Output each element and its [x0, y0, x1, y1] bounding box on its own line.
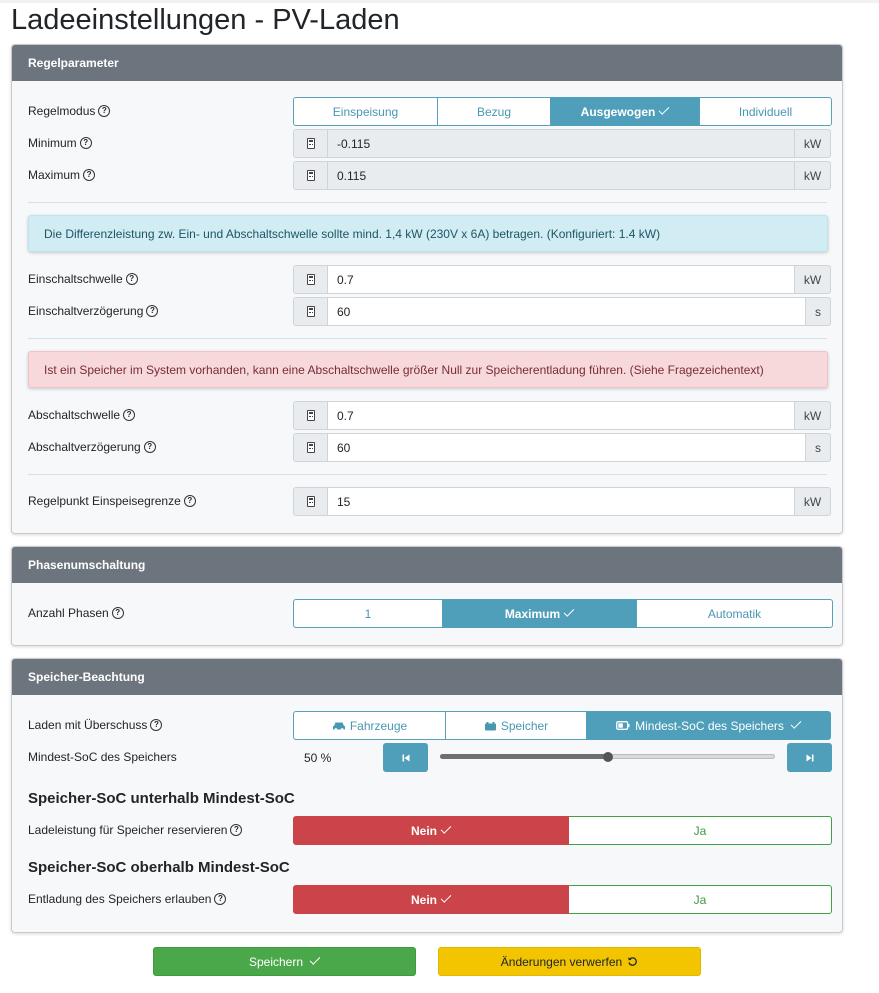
- soc-slider-thumb[interactable]: [603, 752, 613, 762]
- mindest-soc-label: Mindest-SoC des Speichers: [28, 750, 177, 764]
- help-icon[interactable]: ?: [214, 893, 226, 905]
- regelmodus-individuell[interactable]: [699, 97, 832, 126]
- regelmodus-individuell-label: Individuell: [738, 104, 793, 119]
- minimum-label: [28, 135, 92, 151]
- entladung-ja[interactable]: [569, 885, 832, 914]
- einschaltschwelle-field[interactable]: 0.7: [328, 265, 795, 294]
- calculator-icon-button[interactable]: [293, 487, 328, 516]
- help-icon[interactable]: ?: [230, 824, 242, 836]
- laden-fahrzeuge-label: Fahrzeuge: [349, 718, 408, 733]
- save-button-label: Speichern: [248, 954, 304, 969]
- einschaltverz-field[interactable]: 60: [328, 297, 806, 326]
- einschaltschwelle-unit: kW: [795, 265, 831, 294]
- page-title: Ladeeinstellungen - PV-Laden: [11, 4, 400, 36]
- regelmodus-einspeisung[interactable]: [293, 97, 438, 126]
- calculator-icon: [307, 170, 315, 181]
- calculator-icon-button[interactable]: [293, 265, 328, 294]
- regelmodus-einspeisung-label: Einspeisung: [332, 104, 399, 119]
- battery-half-icon: [616, 721, 630, 730]
- speicher-header: Speicher-Beachtung: [12, 659, 842, 695]
- soc-slider-fill: [440, 754, 608, 759]
- regelparameter-header: Regelparameter: [12, 45, 842, 81]
- maximum-label: [28, 167, 95, 183]
- einschaltverz-label: [28, 303, 158, 319]
- check-icon: [441, 892, 452, 903]
- calculator-icon: [307, 138, 315, 149]
- einschaltschwelle-label: [28, 271, 138, 287]
- regelmodus-group: [293, 97, 832, 126]
- maximum-unit: kW: [795, 161, 831, 190]
- calculator-icon: [307, 496, 315, 507]
- regelmodus-bezug[interactable]: [437, 97, 551, 126]
- abschaltverz-field[interactable]: 60: [328, 433, 806, 462]
- regelparameter-card: [11, 44, 843, 534]
- einschaltschwelle-input-group: [293, 265, 831, 294]
- minimum-input-group: [293, 129, 831, 158]
- entladung-label-text: Entladung des Speichers erlauben: [28, 892, 212, 906]
- maximum-field: 0.115: [328, 161, 795, 190]
- entladung-ja-label: Ja: [693, 892, 707, 907]
- anzahl-phasen-label-text: Anzahl Phasen: [28, 606, 109, 620]
- calculator-icon-button[interactable]: [293, 161, 328, 190]
- calculator-icon-button[interactable]: [293, 129, 328, 158]
- regelmodus-ausgewogen[interactable]: [550, 97, 700, 126]
- einschaltverz-input-group: [293, 297, 831, 326]
- help-icon[interactable]: ?: [112, 607, 124, 619]
- check-icon: [310, 954, 321, 965]
- info-alert: Die Differenzleistung zw. Ein- und Abschaltschwelle sollte mind. 1,4 kW (230V x 6A) betragen. (Konfiguriert: 1.4 kW): [28, 215, 828, 252]
- laden-fahrzeuge[interactable]: [293, 711, 446, 740]
- regelmodus-ausgewogen-label: Ausgewogen: [580, 104, 656, 119]
- phasenumschaltung-card: [11, 546, 843, 646]
- phasen-maximum[interactable]: [442, 599, 637, 628]
- maximum-input-group: [293, 161, 831, 190]
- regelmodus-bezug-label: Bezug: [476, 104, 512, 119]
- einschaltverz-label-text: Einschaltverzögerung: [28, 304, 144, 318]
- regelpunkt-field[interactable]: 15: [328, 487, 795, 516]
- phasen-maximum-label: Maximum: [504, 606, 561, 621]
- divider: [28, 338, 827, 339]
- help-icon[interactable]: ?: [146, 305, 158, 317]
- regelpunkt-label-text: Regelpunkt Einspeisegrenze: [28, 494, 181, 508]
- reservieren-label-text: Ladeleistung für Speicher reservieren: [28, 823, 228, 837]
- warning-alert: Ist ein Speicher im System vorhanden, kann eine Abschaltschwelle größer Null zur Speicherentladung führen. (Siehe Fragezeichentext): [28, 351, 828, 388]
- phasen-automatik[interactable]: [636, 599, 833, 628]
- discard-button[interactable]: [438, 947, 701, 976]
- einschaltverz-unit: s: [806, 297, 831, 326]
- calculator-icon: [307, 410, 315, 421]
- help-icon[interactable]: ?: [126, 273, 138, 285]
- calculator-icon: [307, 306, 315, 317]
- phasen-1[interactable]: [293, 599, 443, 628]
- einschaltschwelle-label-text: Einschaltschwelle: [28, 272, 123, 286]
- mindest-soc-value: 50 %: [304, 751, 332, 765]
- reservieren-label: [28, 822, 242, 838]
- laden-mindest-soc[interactable]: [586, 711, 831, 740]
- abschaltverz-label-text: Abschaltverzögerung: [28, 440, 141, 454]
- help-icon[interactable]: ?: [83, 169, 95, 181]
- divider: [28, 202, 827, 203]
- reservieren-nein[interactable]: [293, 816, 569, 845]
- undo-icon: [627, 956, 638, 967]
- calculator-icon-button[interactable]: [293, 401, 328, 430]
- maximum-label-text: Maximum: [28, 168, 81, 182]
- speicher-card: [11, 658, 843, 933]
- regelmodus-label-text: Regelmodus: [28, 104, 96, 118]
- phasenumschaltung-header: Phasenumschaltung: [12, 547, 842, 583]
- soc-increase-button[interactable]: [787, 743, 832, 772]
- abschaltverz-label: [28, 439, 156, 455]
- phasen-automatik-label: Automatik: [707, 606, 762, 621]
- car-icon: [332, 721, 346, 731]
- phasen-group: [293, 599, 833, 628]
- divider: [28, 474, 827, 475]
- discard-button-label: Änderungen verwerfen: [500, 954, 623, 969]
- regelmodus-label: [28, 103, 110, 119]
- entladung-label: [28, 891, 226, 907]
- step-forward-icon: [805, 753, 815, 763]
- reservieren-nein-label: Nein: [410, 823, 437, 838]
- abschaltschwelle-unit: kW: [795, 401, 831, 430]
- regelpunkt-input-group: [293, 487, 831, 516]
- minimum-unit: kW: [795, 129, 831, 158]
- car-battery-icon: [484, 721, 497, 731]
- laden-mindest-soc-label: Mindest-SoC des Speichers: [635, 718, 784, 733]
- entladung-nein[interactable]: [293, 885, 569, 914]
- laden-ueberschuss-label-text: Laden mit Überschuss: [28, 718, 148, 732]
- entladung-toggle: [293, 885, 832, 914]
- laden-speicher[interactable]: [445, 711, 587, 740]
- laden-ueberschuss-label: [28, 717, 162, 733]
- calculator-icon-button[interactable]: [293, 433, 328, 462]
- laden-speicher-label: Speicher: [500, 718, 549, 733]
- check-icon: [564, 606, 575, 617]
- minimum-field: -0.115: [328, 129, 795, 158]
- abschaltverz-input-group: [293, 433, 831, 462]
- help-icon[interactable]: ?: [98, 105, 110, 117]
- check-icon: [659, 104, 670, 115]
- abschaltschwelle-label: [28, 407, 135, 423]
- abschaltschwelle-label-text: Abschaltschwelle: [28, 408, 121, 422]
- unterhalb-heading: Speicher-SoC unterhalb Mindest-SoC: [28, 790, 295, 807]
- check-icon: [441, 823, 452, 834]
- reservieren-ja[interactable]: [569, 816, 832, 845]
- help-icon[interactable]: ?: [144, 441, 156, 453]
- phasen-1-label: 1: [364, 606, 372, 621]
- calculator-icon-button[interactable]: [293, 297, 328, 326]
- calculator-icon: [307, 442, 315, 453]
- entladung-nein-label: Nein: [410, 892, 437, 907]
- soc-decrease-button[interactable]: [383, 743, 428, 772]
- help-icon[interactable]: ?: [80, 137, 92, 149]
- minimum-label-text: Minimum: [28, 136, 77, 150]
- check-icon: [791, 718, 802, 729]
- calculator-icon: [307, 274, 315, 285]
- step-backward-icon: [401, 753, 411, 763]
- help-icon[interactable]: ?: [184, 495, 196, 507]
- abschaltverz-unit: s: [806, 433, 831, 462]
- abschaltschwelle-field[interactable]: 0.7: [328, 401, 795, 430]
- oberhalb-heading: Speicher-SoC oberhalb Mindest-SoC: [28, 859, 290, 876]
- help-icon[interactable]: ?: [150, 719, 162, 731]
- help-icon[interactable]: ?: [123, 409, 135, 421]
- laden-group: [293, 711, 831, 740]
- save-button[interactable]: [153, 947, 416, 976]
- regelpunkt-label: [28, 493, 196, 509]
- regelpunkt-unit: kW: [795, 487, 831, 516]
- reservieren-toggle: [293, 816, 832, 845]
- anzahl-phasen-label: [28, 605, 124, 621]
- reservieren-ja-label: Ja: [693, 823, 707, 838]
- abschaltschwelle-input-group: [293, 401, 831, 430]
